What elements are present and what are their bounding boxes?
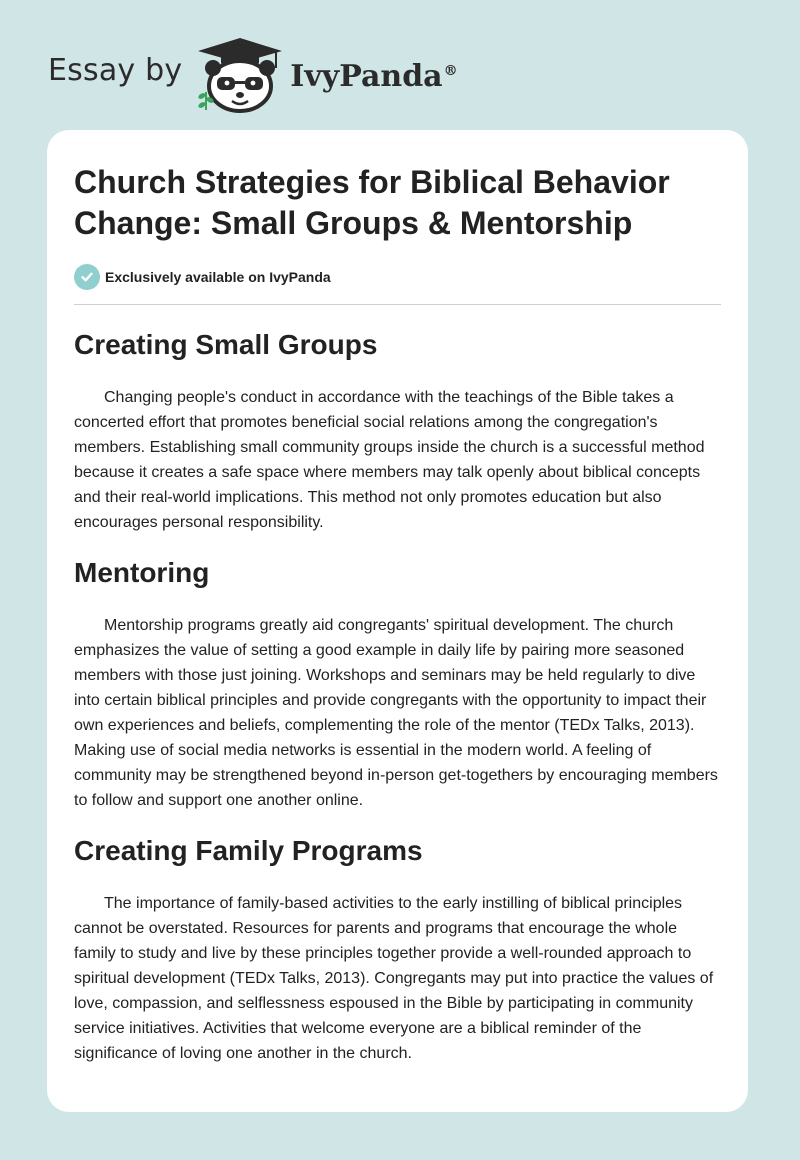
exclusive-badge <box>74 264 721 290</box>
section-body-small-groups: Changing people's conduct in accordance with the teachings of the Bible takes a concerted effort that promotes beneficial social relations among the congregation's members. Establishing small community groups inside the church is a successful method because it creates a safe space where members may talk openly about biblical concepts and their real-world implications. This method not only promotes education but also encourages personal responsibility. <box>74 389 705 531</box>
divider <box>74 304 721 305</box>
section-body-mentoring: Mentorship programs greatly aid congregants' spiritual development. The church emphasizes the value of setting a good example in daily life by pairing more seasoned members with those just joining. Workshops and seminars may be held regularly to dive into certain biblical principles and provide congregants with the opportunity to impact their own experiences and beliefs, complementing the role of the mentor (TEDx Talks, 2013). Making use of social media networks is essential in the modern world. A feeling of community may be strengthened beyond in-person get-togethers by encouraging members to follow and support one another online. <box>74 617 718 809</box>
brand-prefix: Essay by <box>48 52 183 88</box>
section-body-family-programs: The importance of family-based activities to the early instilling of biblical principles cannot be overstated. Resources for parents and programs that encourage the whole family to study and live by these principles together provide a well-rounded approach to spiritual development (TEDx Talks, 2013). Congregants may put into practice the values of love, compassion, and selflessness espoused in the Bible by participating in community service initiatives. Activities that welcome everyone are a biblical reminder of the significance of loving one another in the church. <box>74 895 714 1062</box>
panda-graduate-icon <box>194 34 286 114</box>
section-heading-small-groups: Creating Small Groups <box>74 329 378 360</box>
check-icon <box>74 264 100 290</box>
brand-name: IvyPanda® <box>290 58 458 94</box>
section-heading-mentoring: Mentoring <box>74 557 210 588</box>
badge-text: Exclusively available on IvyPanda <box>105 269 331 285</box>
section-heading-family-programs: Creating Family Programs <box>74 835 423 866</box>
page-title: Church Strategies for Biblical Behavior Change: Small Groups & Mentorship <box>74 164 670 241</box>
essay-card <box>47 130 748 1112</box>
brand-logo[interactable] <box>48 34 458 114</box>
